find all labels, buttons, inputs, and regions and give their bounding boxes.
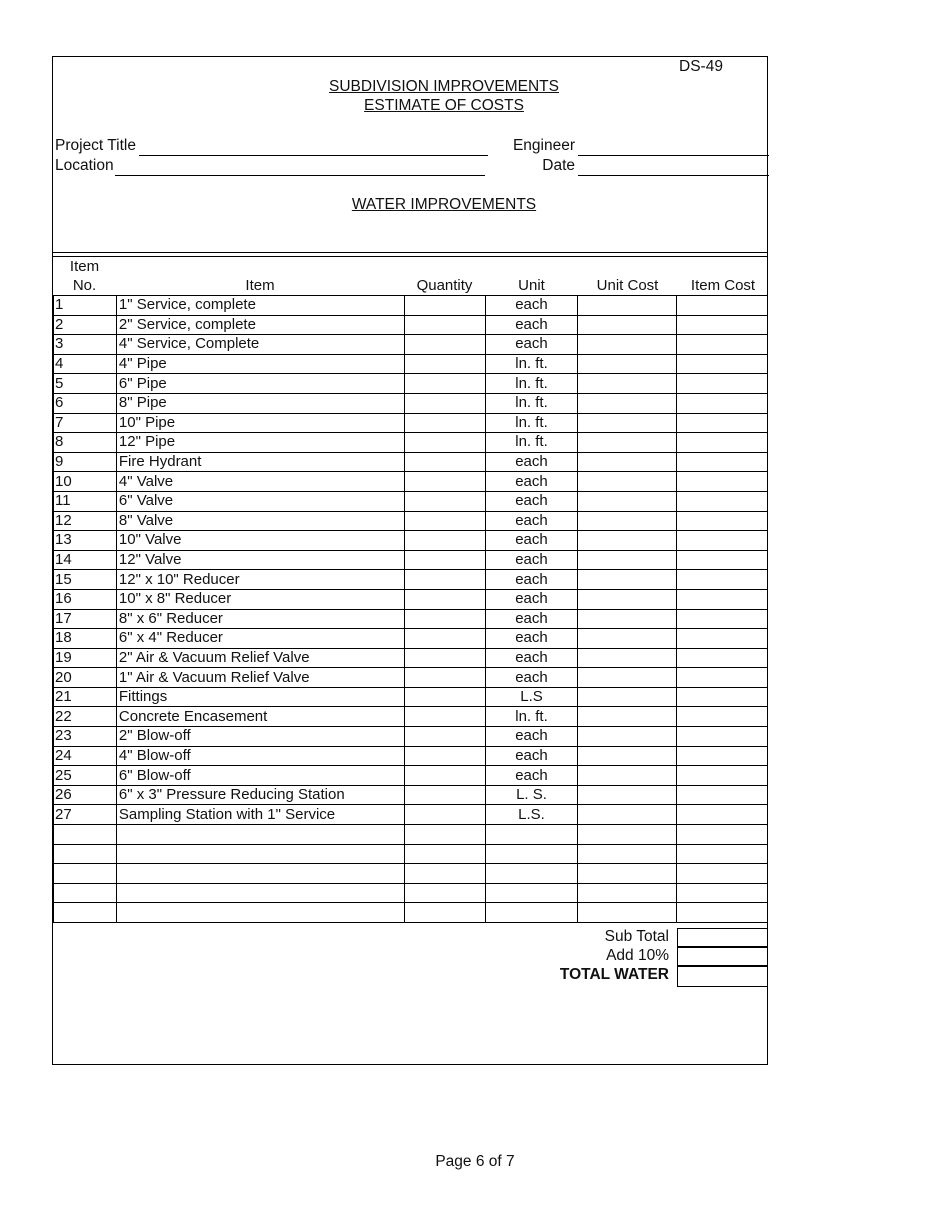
title-line-1: SUBDIVISION IMPROVEMENTS — [329, 78, 559, 95]
table-row — [54, 903, 768, 923]
unit-cost-cell[interactable] — [578, 413, 677, 433]
quantity-cell[interactable] — [404, 491, 485, 511]
location-label: Location — [55, 157, 114, 174]
location-field[interactable] — [115, 175, 485, 176]
quantity-cell[interactable] — [404, 746, 485, 766]
item-cost-cell[interactable] — [677, 785, 768, 805]
unit-cost-cell[interactable] — [578, 785, 677, 805]
table-row — [54, 570, 768, 590]
table-row — [54, 883, 768, 903]
quantity-cell[interactable] — [404, 315, 485, 335]
item-cost-cell[interactable] — [677, 452, 768, 472]
item-cell: 12" x 10" Reducer — [116, 570, 404, 590]
table-row — [54, 785, 768, 805]
total-water-field[interactable] — [677, 966, 768, 987]
item-cost-cell[interactable] — [677, 374, 768, 394]
item-cell — [116, 903, 404, 923]
item-no-cell — [54, 883, 117, 903]
rule-top-2 — [53, 256, 768, 257]
unit-cell: each — [485, 589, 578, 609]
unit-cost-cell[interactable] — [578, 354, 677, 374]
unit-cell: each — [485, 550, 578, 570]
quantity-cell[interactable] — [404, 883, 485, 903]
item-no-cell: 16 — [54, 589, 117, 609]
item-cost-cell[interactable] — [677, 629, 768, 649]
date-label: Date — [542, 157, 575, 174]
unit-cell — [485, 864, 578, 884]
unit-cost-cell[interactable] — [578, 550, 677, 570]
table-row — [54, 550, 768, 570]
quantity-cell[interactable] — [404, 296, 485, 316]
item-cost-cell[interactable] — [677, 296, 768, 316]
project-title-label: Project Title — [55, 137, 136, 154]
item-cell: 2" Blow-off — [116, 727, 404, 747]
table-row — [54, 844, 768, 864]
unit-cell: ln. ft. — [485, 374, 578, 394]
item-cost-cell[interactable] — [677, 687, 768, 707]
unit-cost-cell[interactable] — [578, 844, 677, 864]
unit-cost-cell[interactable] — [578, 629, 677, 649]
item-cell: 8" x 6" Reducer — [116, 609, 404, 629]
item-no-cell: 17 — [54, 609, 117, 629]
quantity-cell[interactable] — [404, 511, 485, 531]
unit-cost-cell[interactable] — [578, 766, 677, 786]
unit-cost-cell[interactable] — [578, 315, 677, 335]
item-cost-cell[interactable] — [677, 413, 768, 433]
unit-cost-cell[interactable] — [578, 531, 677, 551]
unit-cost-cell[interactable] — [578, 727, 677, 747]
item-no-cell: 27 — [54, 805, 117, 825]
unit-cell: each — [485, 531, 578, 551]
item-cell: 4" Service, Complete — [116, 335, 404, 355]
item-no-cell: 3 — [54, 335, 117, 355]
form-frame — [52, 56, 768, 1065]
table-row — [54, 531, 768, 551]
item-cell: 6" Pipe — [116, 374, 404, 394]
item-no-cell: 20 — [54, 668, 117, 688]
item-cell: 12" Valve — [116, 550, 404, 570]
item-cost-cell[interactable] — [677, 766, 768, 786]
table-row — [54, 374, 768, 394]
unit-cell: each — [485, 472, 578, 492]
quantity-cell[interactable] — [404, 354, 485, 374]
table-row — [54, 805, 768, 825]
table-row — [54, 511, 768, 531]
quantity-cell[interactable] — [404, 570, 485, 590]
unit-cost-cell[interactable] — [578, 825, 677, 845]
item-cost-cell[interactable] — [677, 589, 768, 609]
unit-cell: each — [485, 727, 578, 747]
item-cell: 6" Blow-off — [116, 766, 404, 786]
unit-cost-cell[interactable] — [578, 805, 677, 825]
item-cell: 1" Air & Vacuum Relief Valve — [116, 668, 404, 688]
table-row — [54, 746, 768, 766]
item-no-cell: 23 — [54, 727, 117, 747]
item-no-cell: 2 — [54, 315, 117, 335]
unit-cell: each — [485, 609, 578, 629]
unit-cost-cell[interactable] — [578, 609, 677, 629]
quantity-cell[interactable] — [404, 707, 485, 727]
quantity-cell[interactable] — [404, 335, 485, 355]
quantity-cell[interactable] — [404, 844, 485, 864]
unit-cell — [485, 883, 578, 903]
item-cell: 12" Pipe — [116, 433, 404, 453]
unit-cell: ln. ft. — [485, 354, 578, 374]
unit-cell — [485, 903, 578, 923]
quantity-cell[interactable] — [404, 550, 485, 570]
item-cost-cell[interactable] — [677, 531, 768, 551]
table-row — [54, 668, 768, 688]
quantity-cell[interactable] — [404, 393, 485, 413]
unit-cost-cell[interactable] — [578, 668, 677, 688]
table-row — [54, 825, 768, 845]
header-unit: Unit — [518, 277, 545, 294]
unit-cost-cell[interactable] — [578, 433, 677, 453]
unit-cell: each — [485, 746, 578, 766]
quantity-cell[interactable] — [404, 864, 485, 884]
unit-cost-cell[interactable] — [578, 648, 677, 668]
item-cost-cell[interactable] — [677, 825, 768, 845]
quantity-cell[interactable] — [404, 903, 485, 923]
unit-cell: each — [485, 511, 578, 531]
unit-cost-cell[interactable] — [578, 589, 677, 609]
unit-cost-cell[interactable] — [578, 472, 677, 492]
total-water-label: TOTAL WATER — [559, 966, 669, 983]
form-code: DS-49 — [679, 58, 723, 75]
item-cost-cell[interactable] — [677, 315, 768, 335]
item-cell: 6" Valve — [116, 491, 404, 511]
item-no-cell: 5 — [54, 374, 117, 394]
item-cell: Fire Hydrant — [116, 452, 404, 472]
unit-cell: L.S. — [485, 805, 578, 825]
rule-top — [53, 252, 768, 253]
item-no-cell: 26 — [54, 785, 117, 805]
quantity-cell[interactable] — [404, 687, 485, 707]
item-no-cell — [54, 844, 117, 864]
header-unit-cost: Unit Cost — [596, 277, 659, 294]
item-no-cell: 1 — [54, 296, 117, 316]
header-item-no-line1: Item — [69, 258, 100, 275]
quantity-cell[interactable] — [404, 648, 485, 668]
item-cost-cell[interactable] — [677, 864, 768, 884]
quantity-cell[interactable] — [404, 452, 485, 472]
quantity-cell[interactable] — [404, 727, 485, 747]
item-no-cell — [54, 903, 117, 923]
item-cell: 2" Air & Vacuum Relief Valve — [116, 648, 404, 668]
add-10-label: Add 10% — [606, 947, 669, 964]
unit-cell: each — [485, 335, 578, 355]
item-cost-cell[interactable] — [677, 668, 768, 688]
quantity-cell[interactable] — [404, 825, 485, 845]
table-row — [54, 727, 768, 747]
quantity-cell[interactable] — [404, 805, 485, 825]
engineer-field[interactable] — [578, 155, 769, 156]
quantity-cell[interactable] — [404, 609, 485, 629]
item-cell: 8" Pipe — [116, 393, 404, 413]
item-cell — [116, 825, 404, 845]
item-cell: Sampling Station with 1" Service — [116, 805, 404, 825]
quantity-cell[interactable] — [404, 531, 485, 551]
quantity-cell[interactable] — [404, 766, 485, 786]
quantity-cell[interactable] — [404, 668, 485, 688]
unit-cost-cell[interactable] — [578, 511, 677, 531]
table-row — [54, 315, 768, 335]
item-cost-cell[interactable] — [677, 335, 768, 355]
item-no-cell: 13 — [54, 531, 117, 551]
unit-cost-cell[interactable] — [578, 707, 677, 727]
unit-cell: L.S — [485, 687, 578, 707]
table-row — [54, 491, 768, 511]
table-row — [54, 296, 768, 316]
item-cell: 2" Service, complete — [116, 315, 404, 335]
unit-cost-cell[interactable] — [578, 335, 677, 355]
unit-cell: each — [485, 766, 578, 786]
project-title-field[interactable] — [139, 155, 488, 156]
table-row — [54, 864, 768, 884]
unit-cell: each — [485, 648, 578, 668]
header-item-cost: Item Cost — [690, 277, 756, 294]
item-cost-cell[interactable] — [677, 903, 768, 923]
table-row — [54, 452, 768, 472]
item-cost-cell[interactable] — [677, 550, 768, 570]
unit-cost-cell[interactable] — [578, 296, 677, 316]
item-cost-cell[interactable] — [677, 883, 768, 903]
item-cell — [116, 844, 404, 864]
item-cell: 1" Service, complete — [116, 296, 404, 316]
table-row — [54, 589, 768, 609]
unit-cell: ln. ft. — [485, 707, 578, 727]
unit-cell: each — [485, 570, 578, 590]
item-no-cell: 21 — [54, 687, 117, 707]
header-item: Item — [245, 277, 275, 294]
unit-cost-cell[interactable] — [578, 746, 677, 766]
item-cell: 10" Valve — [116, 531, 404, 551]
item-cell: 10" Pipe — [116, 413, 404, 433]
item-cell — [116, 883, 404, 903]
item-no-cell: 11 — [54, 491, 117, 511]
table-row — [54, 354, 768, 374]
add-10-field[interactable] — [677, 947, 768, 966]
unit-cost-cell[interactable] — [578, 687, 677, 707]
quantity-cell[interactable] — [404, 433, 485, 453]
item-no-cell: 7 — [54, 413, 117, 433]
item-no-cell: 8 — [54, 433, 117, 453]
unit-cell: each — [485, 491, 578, 511]
item-cell — [116, 864, 404, 884]
item-cost-cell[interactable] — [677, 433, 768, 453]
sub-total-field[interactable] — [677, 928, 768, 947]
table-row — [54, 433, 768, 453]
item-no-cell: 19 — [54, 648, 117, 668]
unit-cell: ln. ft. — [485, 393, 578, 413]
item-no-cell — [54, 825, 117, 845]
sub-total-label: Sub Total — [604, 928, 669, 945]
item-cost-cell[interactable] — [677, 354, 768, 374]
unit-cell: each — [485, 296, 578, 316]
item-cost-cell[interactable] — [677, 805, 768, 825]
table-row — [54, 766, 768, 786]
item-cell: 8" Valve — [116, 511, 404, 531]
item-no-cell: 15 — [54, 570, 117, 590]
item-no-cell: 6 — [54, 393, 117, 413]
unit-cell: each — [485, 315, 578, 335]
item-no-cell: 12 — [54, 511, 117, 531]
table-row — [54, 648, 768, 668]
table-row — [54, 335, 768, 355]
unit-cell — [485, 825, 578, 845]
table-row — [54, 609, 768, 629]
table-row — [54, 707, 768, 727]
header-item-no-line2: No. — [72, 277, 97, 294]
header-quantity: Quantity — [416, 277, 473, 294]
quantity-cell[interactable] — [404, 413, 485, 433]
unit-cost-cell[interactable] — [578, 570, 677, 590]
quantity-cell[interactable] — [404, 472, 485, 492]
page-footer: Page 6 of 7 — [435, 1153, 515, 1170]
table-row — [54, 472, 768, 492]
item-cost-cell[interactable] — [677, 707, 768, 727]
unit-cell: ln. ft. — [485, 413, 578, 433]
item-cost-cell[interactable] — [677, 511, 768, 531]
item-no-cell: 22 — [54, 707, 117, 727]
item-cost-cell[interactable] — [677, 727, 768, 747]
unit-cost-cell[interactable] — [578, 491, 677, 511]
item-cell: 4" Pipe — [116, 354, 404, 374]
item-cell: 4" Blow-off — [116, 746, 404, 766]
item-cell: 10" x 8" Reducer — [116, 589, 404, 609]
item-cost-cell[interactable] — [677, 570, 768, 590]
unit-cell: ln. ft. — [485, 433, 578, 453]
item-no-cell — [54, 864, 117, 884]
unit-cell: L. S. — [485, 785, 578, 805]
quantity-cell[interactable] — [404, 785, 485, 805]
item-no-cell: 4 — [54, 354, 117, 374]
table-row — [54, 413, 768, 433]
unit-cell — [485, 844, 578, 864]
unit-cost-cell[interactable] — [578, 903, 677, 923]
quantity-cell[interactable] — [404, 629, 485, 649]
item-cost-cell[interactable] — [677, 393, 768, 413]
unit-cost-cell[interactable] — [578, 393, 677, 413]
item-no-cell: 14 — [54, 550, 117, 570]
unit-cost-cell[interactable] — [578, 374, 677, 394]
unit-cell: each — [485, 452, 578, 472]
item-cell: 6" x 4" Reducer — [116, 629, 404, 649]
item-no-cell: 18 — [54, 629, 117, 649]
quantity-cell[interactable] — [404, 589, 485, 609]
table-row — [54, 393, 768, 413]
unit-cell: each — [485, 668, 578, 688]
item-cell: 4" Valve — [116, 472, 404, 492]
item-no-cell: 10 — [54, 472, 117, 492]
title-line-2: ESTIMATE OF COSTS — [364, 97, 524, 114]
unit-cost-cell[interactable] — [578, 864, 677, 884]
item-no-cell: 24 — [54, 746, 117, 766]
unit-cost-cell[interactable] — [578, 883, 677, 903]
item-no-cell: 25 — [54, 766, 117, 786]
item-cost-cell[interactable] — [677, 746, 768, 766]
item-cost-cell[interactable] — [677, 491, 768, 511]
date-field[interactable] — [578, 175, 769, 176]
item-cost-cell[interactable] — [677, 844, 768, 864]
table-row — [54, 687, 768, 707]
item-cell: Concrete Encasement — [116, 707, 404, 727]
quantity-cell[interactable] — [404, 374, 485, 394]
engineer-label: Engineer — [512, 137, 575, 154]
unit-cell: each — [485, 629, 578, 649]
item-cost-cell[interactable] — [677, 472, 768, 492]
item-no-cell: 9 — [54, 452, 117, 472]
section-title: WATER IMPROVEMENTS — [351, 196, 537, 213]
item-cell: Fittings — [116, 687, 404, 707]
item-cost-cell[interactable] — [677, 648, 768, 668]
item-cost-cell[interactable] — [677, 609, 768, 629]
unit-cost-cell[interactable] — [578, 452, 677, 472]
table-row — [54, 629, 768, 649]
item-cell: 6" x 3" Pressure Reducing Station — [116, 785, 404, 805]
items-table — [53, 295, 768, 923]
